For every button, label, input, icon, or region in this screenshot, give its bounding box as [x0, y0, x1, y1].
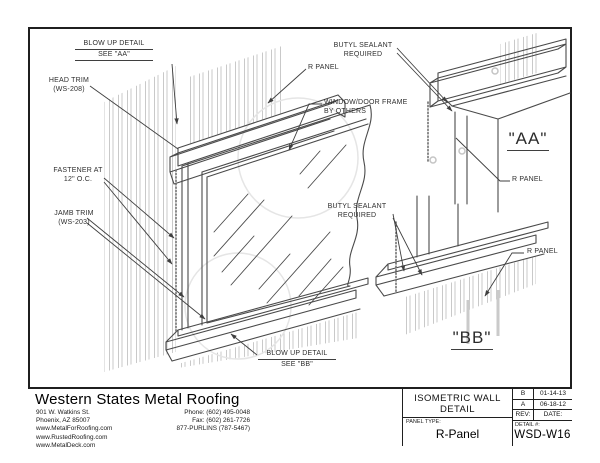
leader-butyl-top-1: [397, 48, 447, 102]
leader-aa-r-panel: [456, 138, 510, 181]
callout-blowup-bb-line1: BLOW UP DETAIL: [258, 349, 336, 360]
detail-aa-lines: [430, 39, 570, 212]
callout-butyl-mid-line2: REQUIRED: [337, 212, 377, 219]
callout-window-frame-line2: BY OTHERS: [324, 108, 367, 115]
callout-jamb-trim-line1: JAMB TRIM: [54, 210, 94, 217]
detail-aa-r-panel-text: R PANEL: [512, 176, 543, 183]
leader-butyl-mid-2: [393, 218, 422, 275]
callout-fastener-line2: 12" O.C.: [63, 176, 93, 183]
callout-butyl-mid: [322, 202, 392, 220]
drawing-title: [403, 389, 512, 417]
company-address-column: [36, 409, 164, 450]
callout-fastener: [52, 166, 104, 184]
panel-type-cell: [403, 417, 512, 445]
detail-bb-r-panel-text: R PANEL: [527, 248, 558, 255]
company-phone: Phone: (602) 495-0048: [184, 409, 250, 416]
company-website-2: www.RustedRoofing.com: [36, 433, 108, 441]
callout-butyl-top-line1: BUTYL SEALANT: [333, 42, 393, 49]
rev-label: REV:: [513, 410, 534, 420]
panel-type-value: R-Panel: [435, 427, 480, 441]
callout-blowup-bb: [258, 349, 336, 369]
revision-header-row: [513, 410, 572, 421]
glass-reflection-lines: [214, 145, 346, 305]
revision-row-a: [513, 400, 572, 411]
detail-aa-title: [504, 129, 552, 151]
title-block: [28, 387, 572, 449]
callout-head-trim: [46, 76, 92, 94]
detail-bb-title-text: "BB": [451, 328, 494, 350]
callout-jamb-trim-line2: (WS-203): [58, 219, 90, 226]
callout-jamb-trim: [48, 209, 100, 227]
date-label: DATE:: [543, 411, 563, 418]
company-tollfree: 877-PURLINS (787-5467): [176, 425, 250, 433]
callout-window-frame: [324, 98, 408, 116]
callout-r-panel-main-text: R PANEL: [308, 64, 339, 71]
glass-break-edge: [348, 105, 372, 286]
callout-blowup-aa: [75, 39, 153, 61]
callout-blowup-aa-line1: BLOW UP DETAIL: [75, 39, 153, 50]
callout-blowup-bb-line2: SEE "BB": [281, 361, 313, 368]
detail-aa-title-text: "AA": [507, 129, 550, 151]
callout-butyl-top-line2: REQUIRED: [343, 51, 383, 58]
callout-butyl-mid-line1: BUTYL SEALANT: [327, 203, 387, 210]
company-address-line2: Phoenix, AZ 85007: [36, 417, 91, 425]
callout-fastener-line1: FASTENER AT: [53, 167, 103, 174]
drawing-title-line1: ISOMETRIC WALL: [414, 393, 501, 404]
callout-r-panel-main: [308, 63, 348, 72]
callout-head-trim-line1: HEAD TRIM: [48, 77, 90, 84]
revision-b-letter: B: [513, 389, 534, 399]
revision-row-b: [513, 389, 572, 400]
drawing-title-line2: DETAIL: [440, 404, 475, 415]
company-cell: [28, 389, 402, 449]
detail-number-cell: [513, 421, 572, 445]
callout-butyl-top: [330, 41, 396, 59]
revision-a-date: 06-18-12: [539, 400, 567, 408]
detail-number-label: DETAIL #:: [515, 421, 540, 428]
detail-aa-r-panel-label: [512, 175, 556, 184]
company-phone-column: [164, 409, 250, 450]
company-name: Western States Metal Roofing: [35, 391, 240, 408]
company-website-3: www.MetalDeck.com: [36, 441, 96, 449]
drawing-title-cell: [402, 389, 512, 446]
callout-window-frame-line1: WINDOW/DOOR FRAME: [324, 99, 408, 106]
callout-head-trim-line2: (WS-208): [53, 86, 85, 93]
revision-table: [512, 389, 572, 446]
revision-a-letter: A: [513, 400, 534, 410]
detail-number-value: WSD-W16: [514, 428, 571, 441]
callout-blowup-aa-line2: SEE "AA": [75, 50, 153, 61]
company-website-1: www.MetalForRoofing.com: [36, 425, 113, 433]
company-address-line1: 901 W. Watkins St.: [36, 409, 90, 416]
company-fax: Fax: (602) 261-7726: [192, 417, 250, 425]
detail-bb-r-panel-label: [527, 247, 567, 256]
panel-type-label: PANEL TYPE:: [406, 419, 441, 425]
detail-bb-title: [450, 328, 494, 350]
revision-b-date: 01-14-13: [539, 390, 567, 397]
